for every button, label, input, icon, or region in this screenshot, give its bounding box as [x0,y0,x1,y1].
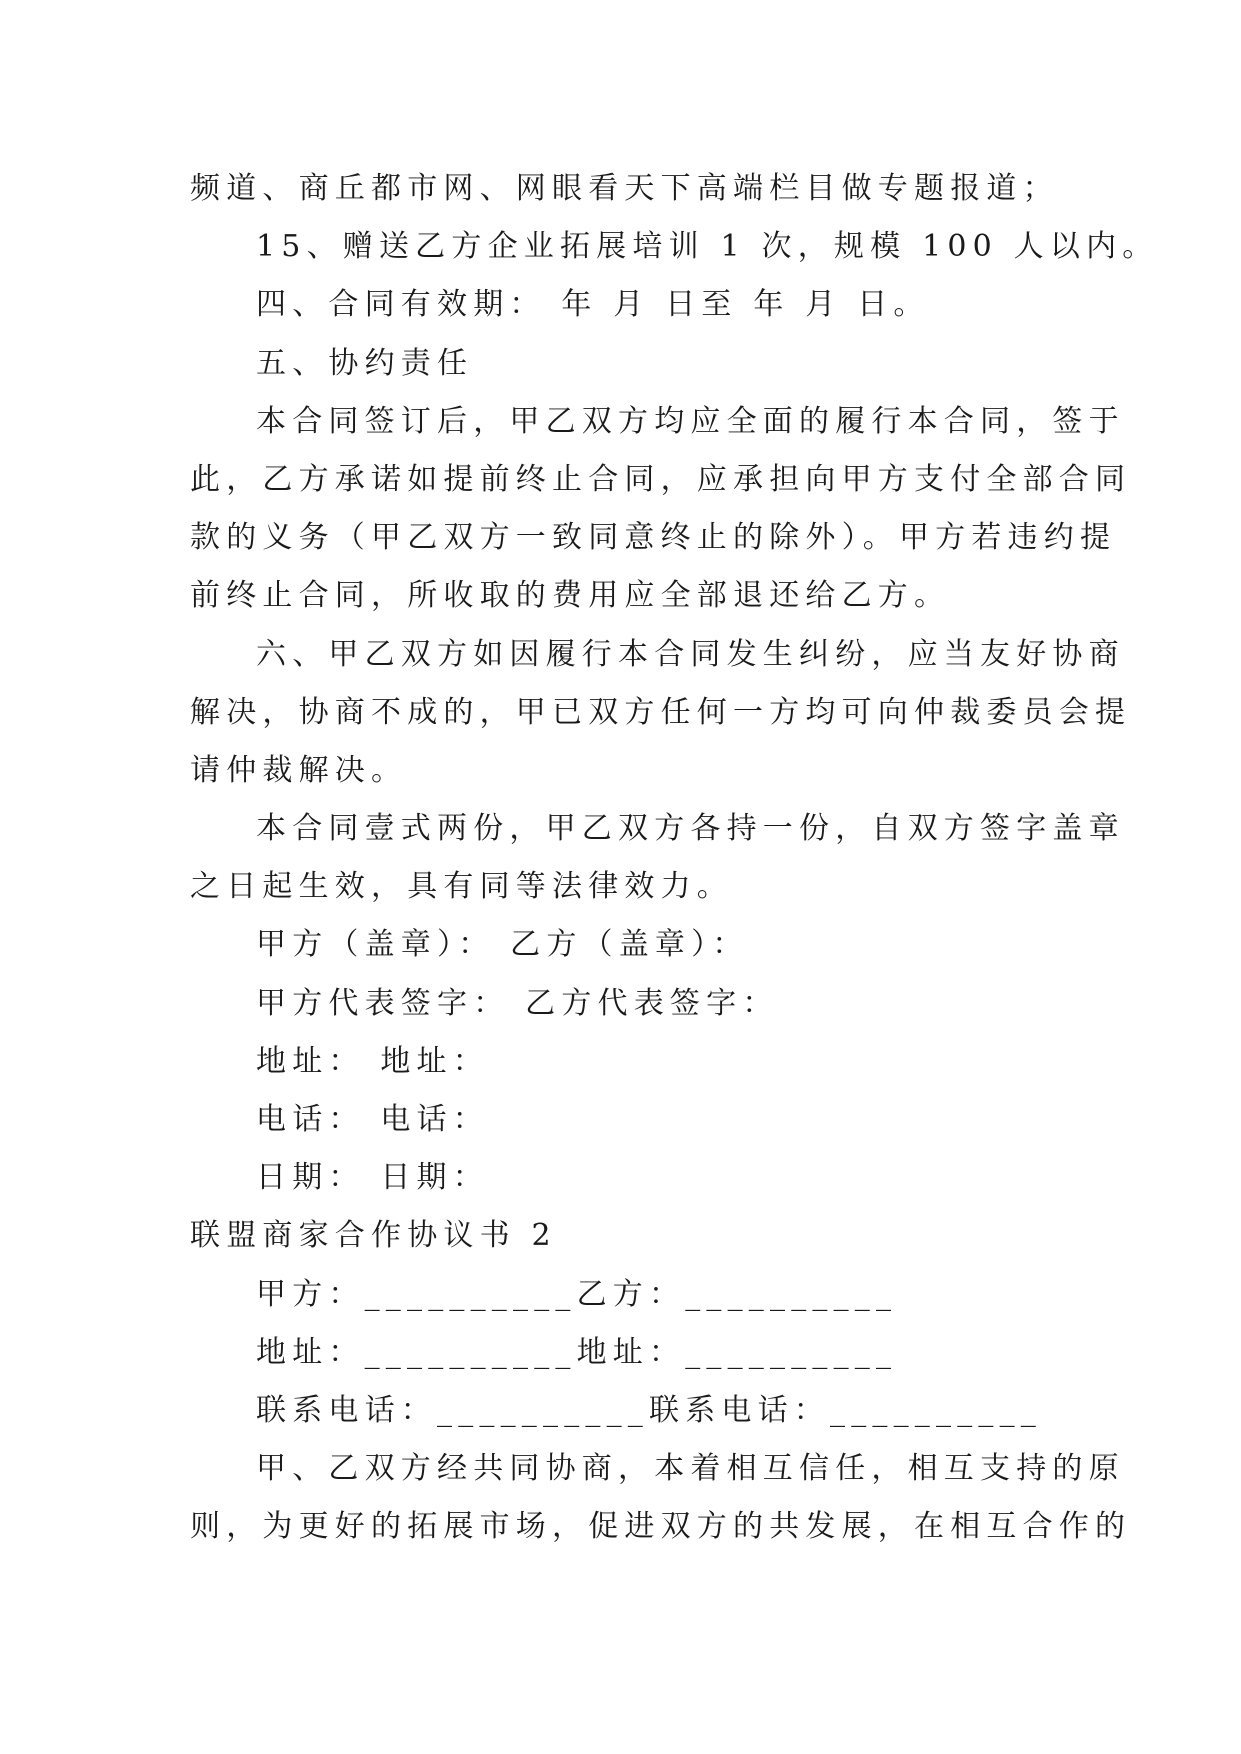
paragraph-line: 请仲裁解决。 [190,752,408,788]
address-line: 地址：__________地址：__________ [256,1334,898,1370]
document-page [190,160,1159,1557]
paragraph-line: 之日起生效，具有同等法律效力。 [190,869,733,905]
address-line: 地址： 地址： [256,1043,489,1079]
paragraph-line: 此，乙方承诺如提前终止合同，应承担向甲方支付全部合同 [190,461,1132,497]
paragraph-line: 本合同签订后，甲乙双方均应全面的履行本合同，签于 [256,403,1125,439]
paragraph-line: 则，为更好的拓展市场，促进双方的共发展，在相互合作的 [190,1509,1132,1545]
paragraph-line: 款的义务（甲乙双方一致同意终止的除外）。甲方若违约提 [190,520,1117,556]
section-heading: 四、合同有效期： 年 月 日至 年 月 日。 [256,287,930,323]
signature-line: 甲方代表签字： 乙方代表签字： [256,985,779,1021]
body-line: 频道、商丘都市网、网眼看天下高端栏目做专题报道； [190,171,1059,206]
section-heading: 五、协约责任 [256,345,474,381]
paragraph-line: 甲、乙双方经共同协商，本着相互信任，相互支持的原 [256,1451,1125,1487]
phone-line: 电话： 电话： [256,1102,489,1137]
list-item: 15、赠送乙方企业拓展培训 1 次，规模 100 人以内。 [256,229,1159,265]
party-line: 甲方：__________乙方：__________ [256,1276,898,1312]
paragraph-line: 六、甲乙双方如因履行本合同发生纠纷，应当友好协商 [256,636,1125,672]
paragraph-line: 解决，协商不成的，甲已双方任何一方均可向仲裁委员会提 [190,694,1132,730]
paragraph-line: 前终止合同，所收取的费用应全部退还给乙方。 [190,578,951,614]
date-line: 日期： 日期： [256,1160,489,1196]
paragraph-line: 本合同壹式两份，甲乙双方各持一份，自双方签字盖章 [256,811,1125,847]
signature-line: 甲方（盖章）： 乙方（盖章）： [256,927,749,963]
contact-phone-line: 联系电话：__________联系电话：__________ [256,1392,1042,1428]
document-title: 联盟商家合作协议书 2 [190,1218,557,1254]
